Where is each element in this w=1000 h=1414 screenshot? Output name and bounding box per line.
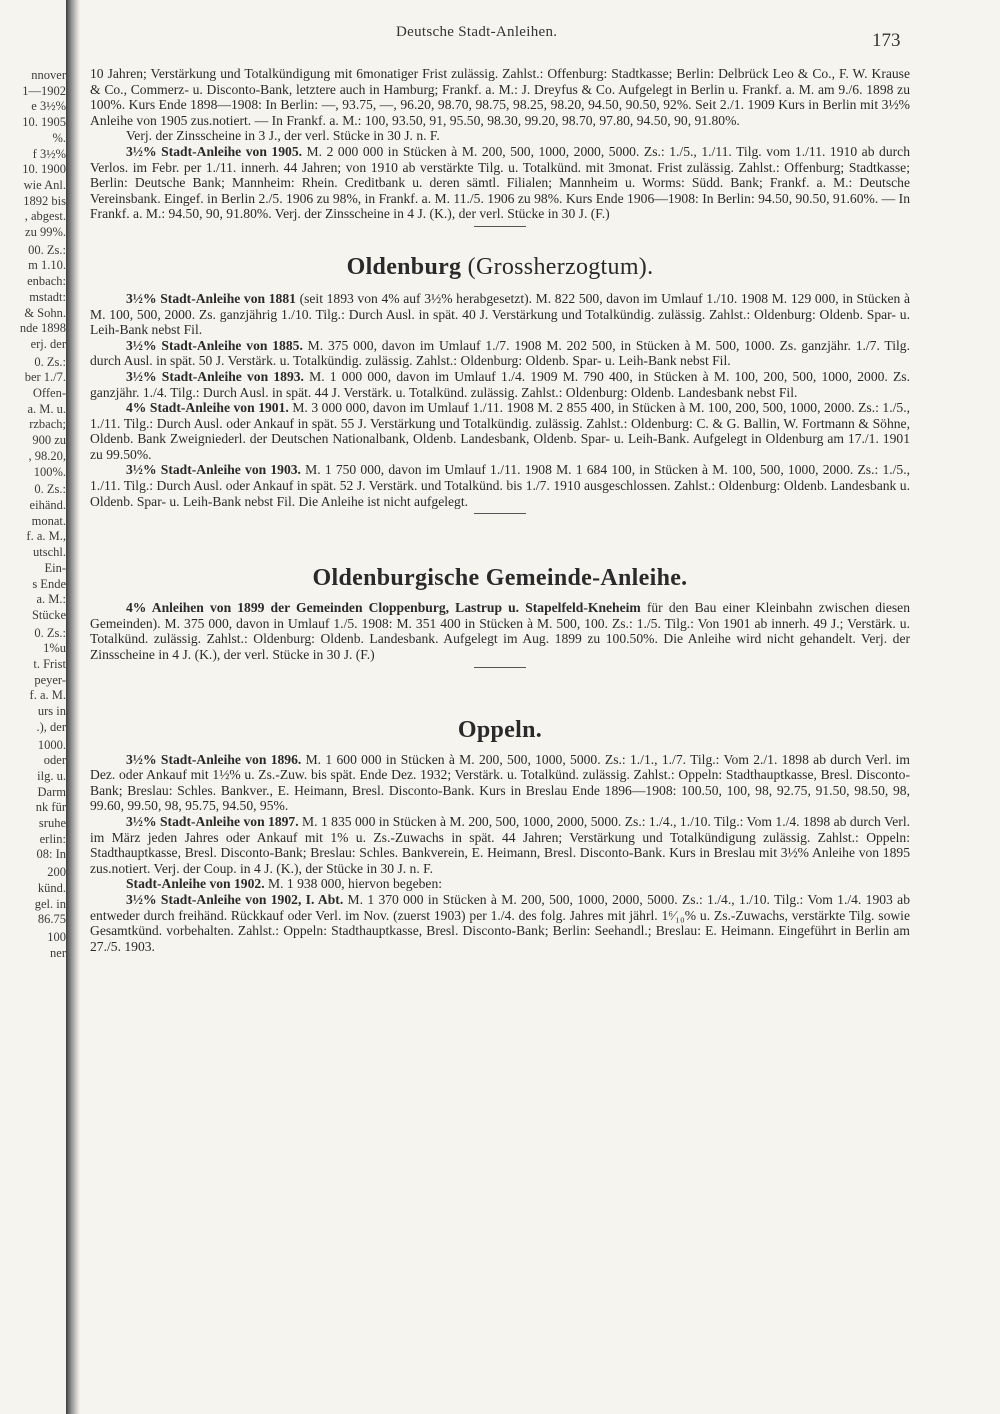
prev-page-line: e 3½% — [31, 99, 66, 114]
prev-page-line: Offen- — [32, 386, 66, 401]
prev-page-line: 100 — [47, 929, 66, 944]
prev-page-line: 00. Zs.: — [28, 242, 66, 257]
prev-page-line: mstadt: — [29, 289, 66, 304]
prev-page-line: 08: In — [36, 847, 66, 862]
prev-page-line: 0. Zs.: — [34, 354, 66, 369]
prev-page-line: gel. in — [34, 896, 66, 911]
prev-page-line: 0. Zs.: — [34, 482, 66, 497]
prev-page-line: 1000. — [37, 737, 66, 752]
entry-text: M. 1 750 000, davon im Umlauf 1./11. 1908 M. 1 684 100, in Stücken à M. 100, 500, 1000, 2000. Zs.: 1./5., 1./11. Tilg.: Durch Ausl. oder Ankauf in spät. 52 J. Verstärk. und Totalkünd. bis 1./7. 1910 ausgeschlossen. Zahlst.: Oldenburg: Oldenb. Landesbank u. Oldenb. Spar- u. Leih-Bank nebst Fil. Die Anleihe ist nicht aufgelegt. — [90, 462, 911, 509]
prev-page-line: f. a. M. — [29, 688, 66, 703]
oldenburg-entry — [90, 338, 910, 369]
entry-text: M. 1 600 000 in Stücken à M. 200, 500, 1000, 5000. Zs.: 1./1., 1./7. Tilg.: Vom 2./1. 1898 ab durch Verl. im Dez. oder Ankauf mit 1½% u. Zs.-Zuw. bis spät. Ende Dez. 1932; Verstärk. u. Totalkünd. zulässig. Zahlst.: Oppeln: Stadthauptkasse, Bresl. Disconto-Bank; Breslau: Schles. Bankver., E. Heimann, Bresl. Disconto-Bank. Kurs in Breslau Ende 1896—1908: 100.50, 100, 98, 92.75, 91.50, 98.50, 98, 99.60, 99.50, 98, 95.75, 94.50, 95%. — [90, 751, 911, 814]
prev-page-line: , 98.20, — [28, 448, 66, 463]
prev-page-line: nnover — [31, 68, 66, 82]
prev-page-line: oder — [43, 753, 66, 768]
entry-heading: 3½% Stadt-Anleihe von 1897. — [126, 814, 299, 829]
entry-heading: 3½% Stadt-Anleihe von 1902, I. Abt. — [126, 891, 344, 907]
prev-page-line: f 3½% — [32, 146, 66, 161]
prev-page-line: peyer- — [34, 672, 66, 687]
oppeln-entry — [90, 752, 910, 814]
prev-page-line: eihänd. — [29, 497, 66, 512]
prev-page-line: nde 1898 — [19, 321, 66, 336]
prev-page-line: .), der — [36, 719, 66, 734]
entry-text: für den Bau einer Kleinbahn zwischen diesen Gemeinden). M. 375 000, davon in Umlauf 1./5. 1908: M. 351 400 in Stücken à M. 500, 100. Zs.: 1./5. Tilg.: Von 1901 ab innerh. 49 J.; Verstärk. u. Totalkünd. zulässig. Zahlst.: Oldenburg: Oldenb. Landesbank. Aufgelegt im Aug. 1899 zu 100.50%. Die Anleihe wird nicht gehandelt. Verj. der Zinsscheine in 4 J. (K.), der verl. Stücke in 30 J. (F.) — [90, 600, 911, 663]
section-divider — [474, 513, 526, 514]
intro-verj-paragraph: Verj. der Zinsscheine in 3 J., der verl. Stücke in 30 J. n. F. — [126, 128, 440, 144]
prev-page-line: Ein- — [44, 560, 66, 575]
entry-heading: 3½% Stadt-Anleihe von 1885. — [126, 337, 303, 353]
entry-heading: 4% Stadt-Anleihe von 1901. — [126, 400, 289, 416]
prev-page-line: & Sohn. — [24, 305, 66, 320]
prev-page-line: 10. 1900 — [22, 162, 66, 177]
entry-text: M. 2 000 000 in Stücken à M. 200, 500, 1000, 2000, 5000. Zs.: 1./5., 1./11. Tilg. vom 1./11. 1910 ab durch Verlos. im Febr. per 1./11. innerh. 44 Jahren; von 1910 ab verstärkte Tilg. u. Totalkünd. mit 3monat. Frist zulässig. Zahlst.: Offenburg; Stadtkasse; Berlin: Deutsche Bank; Mannheim: Rhein. Creditbank u. deren sämtl. Filialen; Mannheim u. Worms: Südd. Bank; Frankf. a. M.: Deutsche Vereinsbank. Eingef. in Berlin 2./5. 1906 zu 98%, in Frankf. a. M. 11./5. 1906 zu 98%. Kurs Ende 1906—1908: In Berlin: 94.50, 90.50, 91.60%. — In Frankf. a. M.: 94.50, 90, 91.80%. Verj. der Zinsscheine in 4 J. (K.), der verl. Stücke in 30 J. (F.) — [90, 143, 910, 222]
prev-page-line: ber 1./7. — [24, 370, 66, 385]
oppeln-entry — [90, 892, 910, 954]
prev-page-line: 1892 bis — [23, 193, 66, 208]
prev-page-line: Stücke — [31, 607, 66, 622]
entry-heading: 3½% Stadt-Anleihe von 1903. — [126, 462, 301, 478]
prev-page-line: , abgest. — [24, 209, 66, 224]
prev-page-line: 0. Zs.: — [34, 625, 66, 640]
oldenburg-entry — [90, 400, 910, 462]
prev-page-line: f. a. M., — [26, 529, 66, 544]
prev-page-line: utschl. — [33, 545, 66, 560]
entry-text: M. 1 000 000, davon im Umlauf 1./4. 1909 M. 790 400, in Stücken à M. 100, 200, 500, 1000, 2000. Zs. ganzjähr. 1./4. Tilg.: Durch Ausl. in spät. 44 J. Verstärk. u. Totalkünd. zulässig. Zahlst.: Oldenburg: Oldenb. Landesbank nebst Fil. — [90, 368, 910, 400]
entry-text: M. 3 000 000, davon im Umlauf 1./11. 1908 M. 2 855 400, in Stücken à M. 100, 200, 500, 1000, 2000. Zs.: 1./5., 1./11. Tilg.: Durch Ausl. oder Ankauf in spät. 55 J. Verstärkung und Totalkündig. zulässig. Zahlst.: Oldenburg: C. & G. Ballin, W. Fortmann & Söhne, Oldenb. Bank Zweigniederl. der Deutschen Nationalbank, Oldenb. Landesbank, Oldenb. Spar- u. Leih-Bank. Aufgelegt in Oldenburg am 17./1. 1901 zu 99.50%. — [90, 400, 910, 462]
prev-page-line: urs in — [37, 704, 66, 719]
prev-page-line: erj. der — [30, 336, 66, 351]
prev-page-line: s Ende — [32, 576, 66, 591]
entry-text: M. 1 938 000, hiervon begeben: — [264, 876, 443, 892]
book-gutter-shadow — [66, 0, 80, 1414]
prev-page-line: erlin: — [39, 831, 66, 846]
entry-heading: 3½% Stadt-Anleihe von 1905. — [126, 143, 303, 159]
entry-text: M. 375 000, davon im Umlauf 1./7. 1908 M. 202 500, in Stücken à M. 500, 1000. Zs. ganzjähr. 1./7. Tilg. durch Ausl. in spät. 50 J. Verstärk. u. Totalkündig. zulässig. Zahlst.: Oldenburg: Oldenb. Spar- u. Leih-Bank nebst Fil. — [90, 337, 911, 369]
entry-heading: 3½% Stadt-Anleihe von 1881 — [126, 290, 296, 306]
section-divider — [474, 226, 526, 227]
entry-heading: 3½% Stadt-Anleihe von 1896. — [126, 751, 302, 767]
section-title-oppeln: Oppeln. — [457, 716, 543, 743]
intro-paragraph: 10 Jahren; Verstärkung und Totalkündigung mit 6monatiger Frist zulässig. Zahlst.: Offenburg: Stadtkasse; Berlin: Delbrück Leo & Co., F. W. Krause & Co., Commerz- u. Disconto-Bank, letztere auch in Hamburg; Frankf. a. M.: J. Dreyfus & Co. Aufgelegt in Berlin u. Frankf. a. M. am 9./6. 1898 zu 100%. Kurs Ende 1898—1908: In Berlin: —, 93.75, —, 96.20, 98.70, 98.75, 98.25, 98.20, 94.50, 90.50, 92%. Seit 2./1. 1909 Kurs in Berlin mit 3½% Anleihe von 1905 zus.notiert. — In Frankf. a. M.: 100, 93.50, 91, 95.50, 98.30, 99.20, 98.70, 97.80, 94.50, 90, 91.80%. — [90, 66, 910, 128]
oldenburg-entry — [90, 462, 910, 509]
prev-page-line: Darm — [37, 784, 66, 799]
prev-page-line: ilg. u. — [37, 768, 66, 783]
entry-heading: 4% Anleihen von 1899 der Gemeinden Cloppenburg, Lastrup u. Stapelfeld-Kneheim — [126, 600, 641, 616]
prev-page-line: %. — [52, 130, 66, 145]
prev-page-line: t. Frist — [33, 657, 66, 672]
prev-page-line: m 1.10. — [28, 258, 66, 273]
prev-page-line: 1—1902 — [22, 83, 66, 98]
prev-page-line: 200 — [47, 865, 66, 880]
prev-page-line: 10. 1905 — [22, 115, 66, 130]
entry-text: (seit 1893 von 4% auf 3½% herabgesetzt). M. 822 500, davon im Umlauf 1./10. 1908 M. 129 000, in Stücken à M. 100, 500, 2000. Zs. ganzjährig 1./10. Tilg.: Durch Ausl. in spät. 40 J. Verstärkung und Totalkündig. zulässig. Zahlst.: Oldenburg: Oldenb. Spar- u. Leih-Bank nebst Fil. — [90, 290, 910, 338]
running-head: Deutsche Stadt-Anleihen. — [396, 24, 558, 40]
oldenburg-entry — [90, 369, 910, 400]
page-number: 173 — [872, 30, 901, 51]
prev-page-line: 86.75 — [37, 912, 66, 927]
prev-page-line: sruhe — [38, 816, 66, 831]
prev-page-line: 900 zu — [32, 433, 66, 448]
section-title-gemeinde-anleihe: Oldenburgische Gemeinde-Anleihe. — [312, 565, 688, 592]
prev-page-line: 100%. — [33, 464, 66, 479]
section-divider — [474, 667, 526, 668]
entry-text: M. 1 835 000 in Stücken à M. 200, 500, 1000, 2000, 5000. Zs.: 1./4., 1./10. Tilg.: Vom 1./4. 1898 ab durch Verl. im März jeden Jahres oder Ankauf mit 1% u. Zs.-Zuwachs in spät. 44 Jahren; Verstärkung und Totalkündigung zulässig. Zahlst.: Oppeln: Stadthauptkasse, Bresl. Disconto-Bank; Breslau: Schles. Bankverein, E. Heimann, Bresl. Disconto-Bank. Kurs in Breslau mit 3½% Anleihe von 1895 zus.notiert. Verj. der Coup. in 4 J. (K.), der Stücke in 30 J. n. F. — [90, 814, 911, 876]
main-text-column — [90, 66, 910, 954]
entry-heading: 3½% Stadt-Anleihe von 1893. — [126, 368, 304, 384]
previous-page-fragment — [0, 68, 66, 961]
prev-page-line: monat. — [31, 513, 66, 528]
oppeln-entry — [90, 876, 910, 892]
oldenburg-entry — [90, 291, 910, 338]
section-title-oldenburg: Oldenburg (Grossherzogtum). — [346, 253, 654, 280]
gemeinde-entry — [90, 600, 910, 662]
oppeln-entry — [90, 814, 910, 876]
prev-page-line: a. M.: — [36, 592, 66, 607]
prev-page-line: künd. — [37, 880, 66, 895]
entry-heading: Stadt-Anleihe von 1902. — [126, 876, 265, 892]
prev-page-line: nk für — [35, 800, 66, 815]
prev-page-line: ner — [50, 945, 66, 960]
entry-text: M. 1 370 000 in Stücken à M. 200, 500, 1000, 2000, 5000. Zs.: 1./4., 1./10. Tilg.: Vom 1./4. 1903 ab entweder durch freihänd. Rückkauf oder Verl. im Nov. (zuerst 1903) per 1./4. des folg. Jahres mit jährl. 1⁶⁄₁₀% u. Zs.-Zuwachs, verstärkte Tilg. sowie Gesamtkünd. vorbehalten. Zahlst.: Oppeln: Stadthauptkasse, Bresl. Disconto-Bank; Berlin: Seehandl.; Breslau: E. Heimann. Eingeführt in Berlin am 27./5. 1903. — [90, 891, 910, 954]
prev-page-line: 1%u — [43, 641, 66, 656]
prev-page-line: wie Anl. — [23, 177, 66, 192]
prev-page-line: rzbach; — [29, 417, 66, 432]
intro-anleihe-1905 — [90, 144, 910, 222]
prev-page-line: a. M. u. — [27, 401, 66, 416]
prev-page-line: zu 99%. — [25, 225, 66, 240]
prev-page-line: enbach: — [27, 274, 66, 289]
